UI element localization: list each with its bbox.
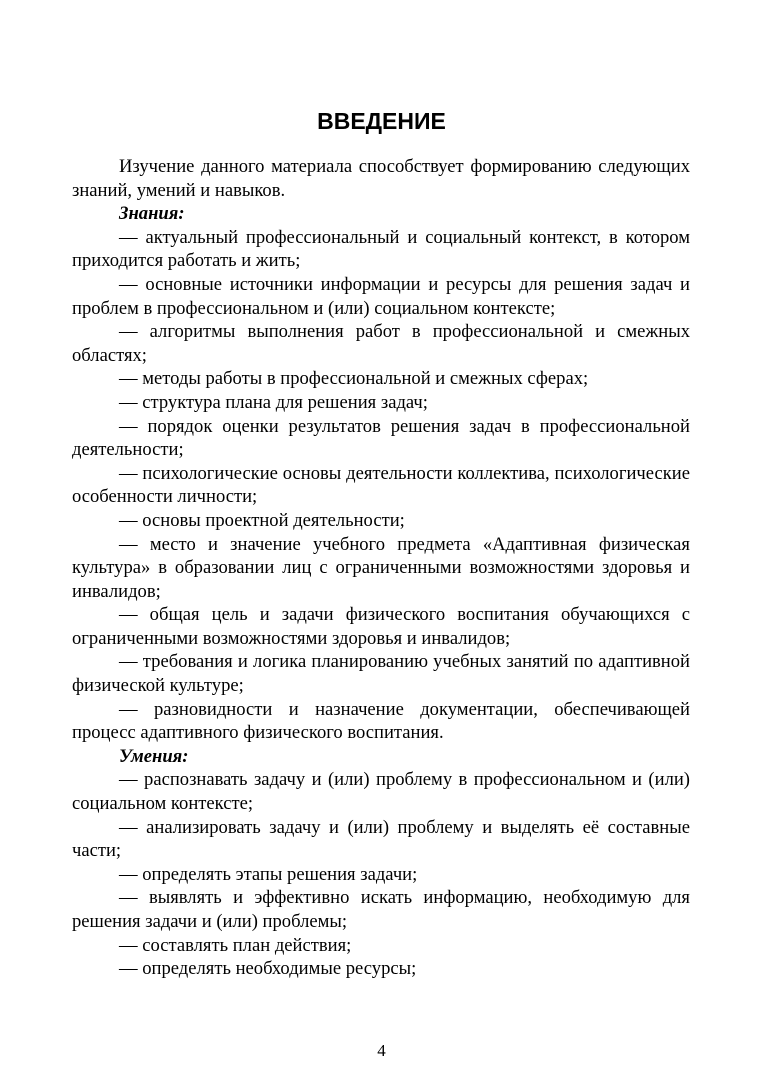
knowledge-item: — разновидности и назначение документации, обеспечивающей процесс адаптивного физического воспитания. [72, 698, 690, 744]
skills-item: — составлять план действия; [119, 934, 352, 956]
skills-item: — определять этапы решения задачи; [119, 863, 418, 885]
knowledge-item: — алгоритмы выполнения работ в профессиональной и смежных областях; [72, 321, 690, 366]
skills-heading: Умения: [119, 745, 189, 767]
skills-item: — определять необходимые ресурсы; [119, 958, 417, 980]
page-number: 4 [377, 1041, 386, 1060]
skills-item: — анализировать задачу и (или) проблему и выделять её составные части; [72, 816, 690, 862]
knowledge-item: — место и значение учебного предмета «Адаптивная физическая культура» в образовании лиц с ограниченными возможностями здоровья и инвалидов; [72, 533, 690, 602]
knowledge-item: — структура плана для решения задач; [119, 391, 428, 413]
knowledge-item: — методы работы в профессиональной и смежных сферах; [119, 368, 589, 390]
skills-item: — выявлять и эффективно искать информацию, необходимую для решения задачи и (или) проблемы; [72, 887, 690, 932]
knowledge-item: — основы проектной деятельности; [119, 509, 405, 531]
knowledge-item: — порядок оценки результатов решения задач в профессиональной деятельности; [72, 415, 690, 461]
knowledge-item: — психологические основы деятельности коллектива, психологические особенности личности; [72, 462, 690, 508]
knowledge-item: — актуальный профессиональный и социальный контекст, в котором приходится работать и жить; [72, 226, 690, 272]
knowledge-heading: Знания: [119, 203, 185, 225]
page-title: ВВЕДЕНИЕ [317, 108, 446, 134]
knowledge-item: — общая цель и задачи физического воспитания обучающихся с ограниченными возможностями здоровья и инвалидов; [72, 604, 690, 649]
knowledge-item: — основные источники информации и ресурсы для решения задач и проблем в профессиональном и (или) социальном контексте; [72, 273, 690, 319]
knowledge-item: — требования и логика планированию учебных занятий по адаптивной физической культуре; [72, 651, 690, 697]
intro-paragraph: Изучение данного материала способствует формированию следующих знаний, умений и навыков. [72, 156, 690, 201]
body-text [72, 155, 690, 981]
skills-item: — распознавать задачу и (или) проблему в профессиональном и (или) социальном контексте; [72, 769, 690, 815]
